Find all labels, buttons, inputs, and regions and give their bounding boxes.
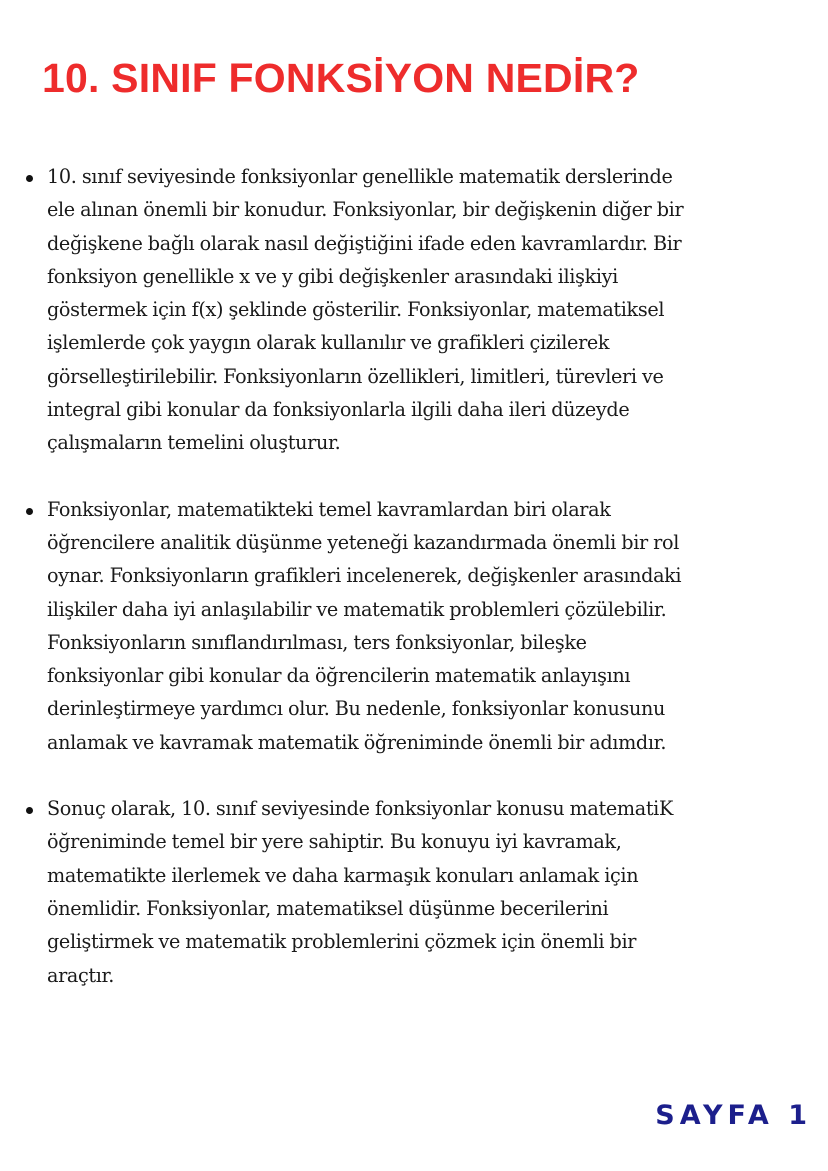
text-line: önemlidir. Fonksiyonlar, matematiksel düşünme becerilerini: [47, 896, 609, 920]
text-line: integral gibi konular da fonksiyonlarla ilgili daha ileri düzeyde: [47, 398, 630, 422]
bullet-item: [26, 160, 806, 460]
text-line: işlemlerde çok yaygın olarak kullanılır ve grafikleri çizilerek: [47, 331, 610, 355]
bullet-list: [26, 160, 806, 1025]
bullet-dot-icon: [26, 508, 33, 515]
page-title: 10. SINIF FONKSİYON NEDİR?: [42, 55, 640, 101]
bullet-dot-icon: [26, 807, 33, 814]
text-line: değişkene bağlı olarak nasıl değiştiğini ifade eden kavramlardır. Bir: [47, 231, 682, 255]
text-line: ilişkiler daha iyi anlaşılabilir ve matematik problemleri çözülebilir.: [47, 597, 667, 621]
text-line: ele alınan önemli bir konudur. Fonksiyonlar, bir değişkenin diğer bir: [47, 198, 684, 222]
bullet-dot-icon: [26, 175, 33, 182]
bullet-item: [26, 792, 806, 992]
text-line: çalışmaların temelini oluşturur.: [47, 431, 341, 455]
text-line: Fonksiyonların sınıflandırılması, ters fonksiyonlar, bileşke: [47, 630, 587, 654]
page-number: SAYFA 1: [655, 1100, 812, 1131]
text-line: geliştirmek ve matematik problemlerini çözmek için önemli bir: [47, 930, 637, 954]
text-line: matematikte ilerlemek ve daha karmaşık konuları anlamak için: [47, 863, 639, 887]
text-line: Fonksiyonlar, matematikteki temel kavramlardan biri olarak: [47, 497, 611, 521]
bullet-item: [26, 493, 806, 759]
text-line: araçtır.: [47, 963, 115, 987]
paragraph-text: [47, 160, 806, 460]
text-line: derinleştirmeye yardımcı olur. Bu nedenle, fonksiyonlar konusunu: [47, 697, 666, 721]
text-line: fonksiyon genellikle x ve y gibi değişkenler arasındaki ilişkiyi: [47, 264, 618, 288]
text-line: oynar. Fonksiyonların grafikleri incelenerek, değişkenler arasındaki: [47, 564, 682, 588]
text-line: öğrencilere analitik düşünme yeteneği kazandırmada önemli bir rol: [47, 530, 679, 554]
paragraph-text: [47, 792, 806, 992]
text-line: öğreniminde temel bir yere sahiptir. Bu konuyu iyi kavramak,: [47, 830, 622, 854]
text-line: anlamak ve kavramak matematik öğreniminde önemli bir adımdır.: [47, 730, 667, 754]
text-line: Sonuç olarak, 10. sınıf seviyesinde fonksiyonlar konusu matematiK: [47, 797, 673, 821]
text-line: 10. sınıf seviyesinde fonksiyonlar genellikle matematik derslerinde: [47, 165, 673, 188]
paragraph-text: [47, 493, 806, 759]
text-line: görselleştirilebilir. Fonksiyonların özellikleri, limitleri, türevleri ve: [47, 364, 664, 388]
text-line: göstermek için f(x) şeklinde gösterilir. Fonksiyonlar, matematiksel: [47, 298, 665, 322]
text-line: fonksiyonlar gibi konular da öğrencilerin matematik anlayışını: [47, 664, 631, 688]
